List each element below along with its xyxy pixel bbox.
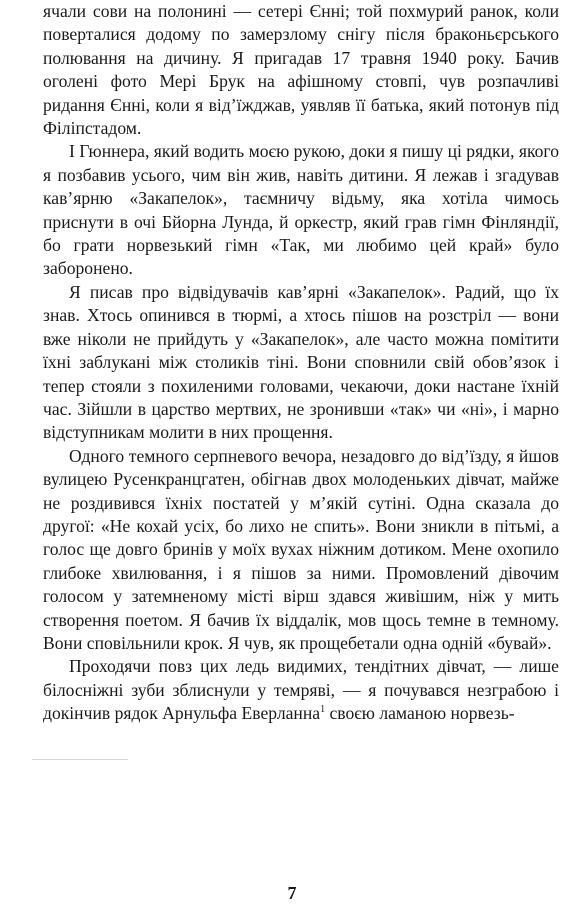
footnote-marker[interactable]: 1 xyxy=(320,704,326,716)
paragraph-5-text: Проходячи повз цих ледь видимих, тендітних дівчат, — лише білосніжні зуби зблиснули у темряві, — я почувався незграбою і докінчив рядок Арнульфа Еверланна xyxy=(43,656,559,724)
paragraph-5 xyxy=(43,655,559,725)
paragraph-1: ячали сови на полонині — сетері Єнні; той похмурий ранок, коли поверталися додому по замерзлому снігу після браконьєрського полювання на дичину. Я пригадав 17 травня 1940 року. Бачив оголені фото Мері Брук на афішному стовпі, чув розпачливі ридання Єнні, коли я від’їжджав, уявляв її батька, який потонув під Філіпстадом. xyxy=(43,1,559,139)
paragraph-3: Я писав про відвідувачів кав’ярні «Закапелок». Радий, що їх знав. Хтось опинився в тюрмі, а хтось пішов на розстріл — вони вже ніколи не прийдуть у «Закапелок», але часто можна помітити їхні заблукані між столиків тіні. Вони сповнили свій обов’язок і тепер стояли з похиленими головами, чекаючи, доки настане їхній час. Зійшли в царство мертвих, не зронивши «так» чи «ні», і марно відступникам молити в них прощення. xyxy=(43,281,559,443)
footnote-separator xyxy=(32,759,128,760)
paragraph-4: Одного темного серпневого вечора, незадовго до від’їзду, я йшов вулицею Русенкранцгатен, обігнав двох молоденьких дівчат, майже не роздивився їхніх постатей у м’якій сутіні. Одна сказала до другої: «Не кохай усіх, бо лихо не спить». Вони зникли в пітьмі, а голос ще довго бринів у моїх вухах ніжним дотиком. Мене охопило глибоке хвилювання, і я пішов за ними. Промовлений дівочим голосом у затемненому місті вірш здався живішим, ніж у мить створення поетом. Я бачив їх віддалік, мов щось темне в темному. Вони сповільнили крок. Я чув, як прощебетали одна одній «бувай». xyxy=(43,445,559,653)
paragraph-2: І Гюннера, який водить моєю рукою, доки я пишу ці рядки, якого я позбавив усього, чим він жив, навіть дитини. Я лежав і згадував кав’ярню «Закапелок», таємничу відьму, яка хотіла чимось приснути в очі Бйорна Лунда, й оркестр, який грав гімн Фінляндії, бо грати норвезький гімн «Так, ми любимо цей край» було заборонено. xyxy=(43,141,559,279)
paragraph-5-tail: своєю ламаною норвезь- xyxy=(325,703,515,724)
body-text xyxy=(43,0,559,726)
page-number: 7 xyxy=(287,883,297,903)
